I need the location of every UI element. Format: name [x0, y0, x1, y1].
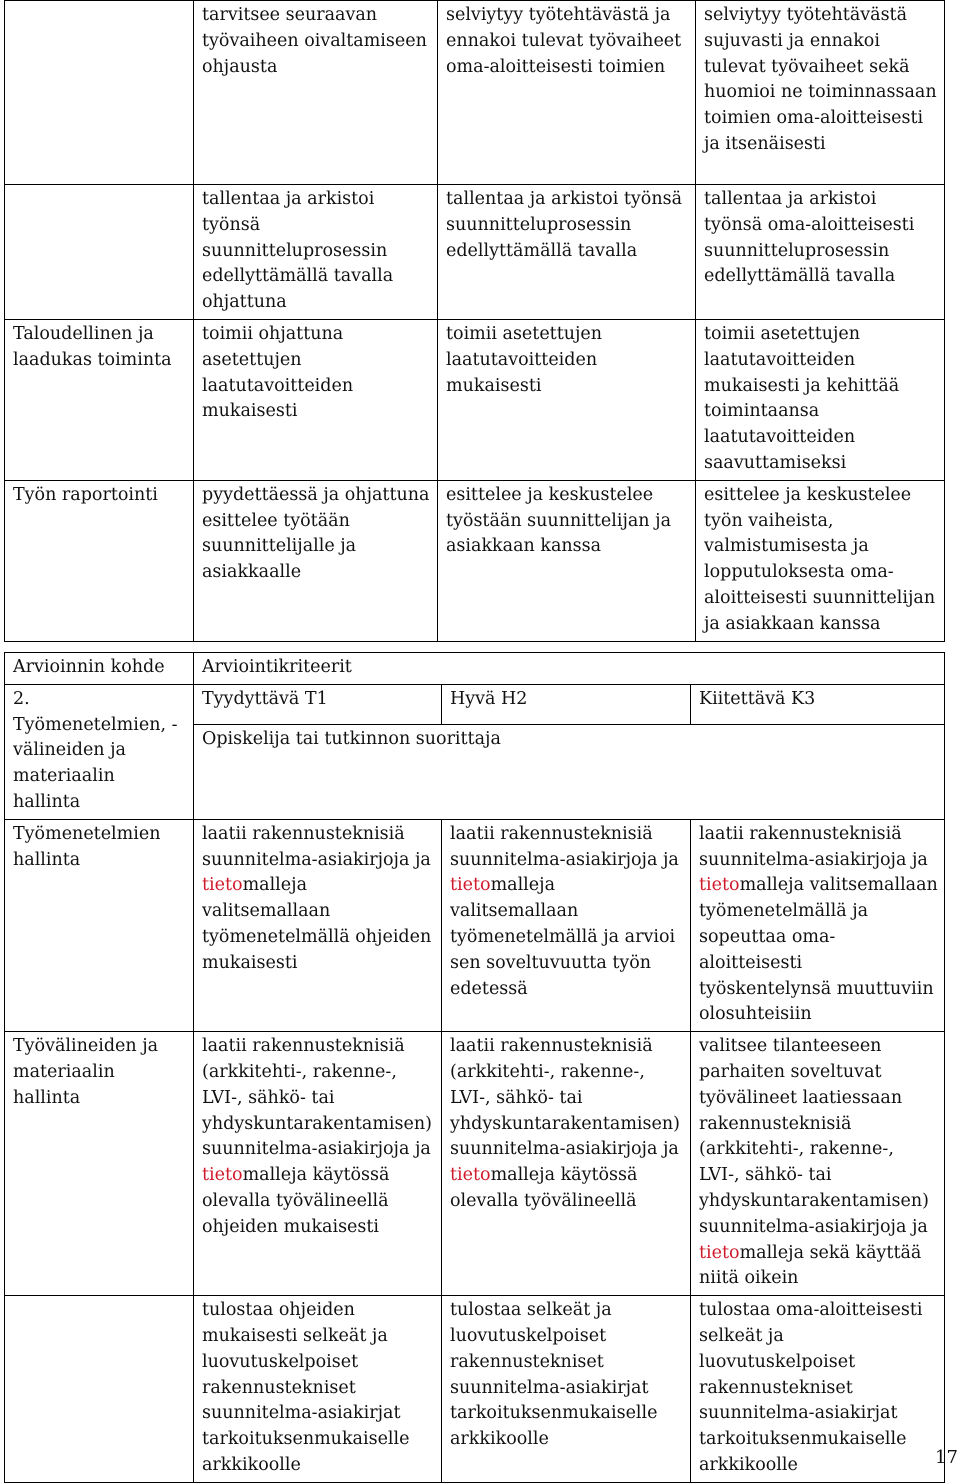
highlight-text: tieto	[699, 875, 740, 896]
section-heading	[5, 684, 194, 819]
criterion-k3: laatii rakennusteknisiä suunnitelma-asiakirjoja ja tietomalleja valitsemallaan työmenetelmällä ja sopeuttaa oma-aloitteisesti työskentelynsä muuttuviin olosuhteisiin	[691, 819, 945, 1031]
table-row	[5, 819, 945, 1031]
criterion-k3: tallentaa ja arkistoi työnsä oma-aloitteisesti suunnitteluprosessin edellyttämällä tavalla	[696, 185, 945, 320]
highlight-text: tieto	[202, 1165, 243, 1186]
arviointikriteerit-label: Arviointikriteerit	[194, 653, 945, 685]
criterion-k3: selviytyy työtehtävästä sujuvasti ja ennakoi tulevat työvaiheet sekä huomioi ne toiminnassaan toimien oma-aloitteisesti ja itsenäisesti	[696, 1, 945, 185]
criterion-t1: tallentaa ja arkistoi työnsä suunnitteluprosessin edellyttämällä tavalla ohjattuna	[194, 185, 438, 320]
criterion-t1: laatii rakennusteknisiä suunnitelma-asiakirjoja ja tietomalleja valitsemallaan työmenetelmällä ohjeiden mukaisesti	[194, 819, 442, 1031]
criteria-table-continued	[4, 0, 945, 642]
criterion-h2: tallentaa ja arkistoi työnsä suunnitteluprosessin edellyttämällä tavalla	[438, 185, 696, 320]
criterion-k3: toimii asetettujen laatutavoitteiden mukaisesti ja kehittää toimintaansa laatutavoitteiden saavuttamiseksi	[696, 319, 945, 480]
row-head	[5, 1, 194, 185]
row-head: Työvälineiden ja materiaalin hallinta	[5, 1032, 194, 1296]
criterion-k3: esittelee ja keskustelee työn vaiheista, valmistumisesta ja lopputuloksesta oma-aloitteisesti suunnittelijan ja asiakkaan kanssa	[696, 480, 945, 641]
table-row	[5, 1032, 945, 1296]
criterion-t1: toimii ohjattuna asetettujen laatutavoitteiden mukaisesti	[194, 319, 438, 480]
criterion-h2: selviytyy työtehtävästä ja ennakoi tulevat työvaiheet oma-aloitteisesti toimien	[438, 1, 696, 185]
table-row	[5, 480, 945, 641]
grade-row	[5, 684, 945, 724]
table-row	[5, 1296, 945, 1483]
criterion-h2: toimii asetettujen laatutavoitteiden mukaisesti	[438, 319, 696, 480]
section-title: Työmenetelmien, -välineiden ja materiaalin hallinta	[13, 714, 178, 812]
highlight-text: tieto	[202, 875, 243, 896]
row-head: Työmenetelmien hallinta	[5, 819, 194, 1031]
criterion-t1: tulostaa ohjeiden mukaisesti selkeät ja luovutuskelpoiset rakennustekniset suunnitelma-asiakirjat tarkoituksenmukaiselle arkkikoolle	[194, 1296, 442, 1483]
highlight-text: tieto	[450, 1165, 491, 1186]
highlight-text: tieto	[450, 875, 491, 896]
criterion-t1: tarvitsee seuraavan työvaiheen oivaltamiseen ohjausta	[194, 1, 438, 185]
arvioinnin-kohde-label: Arvioinnin kohde	[5, 653, 194, 685]
criterion-h2: laatii rakennusteknisiä suunnitelma-asiakirjoja ja tietomalleja valitsemallaan työmenetelmällä ja arvioi sen soveltuvuutta työn edetessä	[442, 819, 691, 1031]
criterion-h2: laatii rakennusteknisiä (arkkitehti-, rakenne-, LVI-, sähkö- tai yhdyskuntarakentamisen) suunnitelma-asiakirjoja ja tietomalleja käytössä olevalla työvälineellä	[442, 1032, 691, 1296]
header-row	[5, 653, 945, 685]
criterion-h2: esittelee ja keskustelee työstään suunnittelijan ja asiakkaan kanssa	[438, 480, 696, 641]
subject-label: Opiskelija tai tutkinnon suorittaja	[194, 724, 945, 819]
criterion-k3: valitsee tilanteeseen parhaiten soveltuvat työvälineet laatiessaan rakennusteknisiä (arkkitehti-, rakenne-, LVI-, sähkö- tai yhdyskuntarakentamisen) suunnitelma-asiakirjoja ja tietomalleja sekä käyttää niitä oikein	[691, 1032, 945, 1296]
grade-t1: Tyydyttävä T1	[194, 684, 442, 724]
page-number: 17	[935, 1447, 958, 1468]
criterion-h2: tulostaa selkeät ja luovutuskelpoiset rakennustekniset suunnitelma-asiakirjat tarkoituksenmukaiselle arkkikoolle	[442, 1296, 691, 1483]
criteria-table-section-2	[4, 652, 945, 1483]
row-head	[5, 1296, 194, 1483]
table-row	[5, 319, 945, 480]
row-head	[5, 185, 194, 320]
highlight-text: tieto	[699, 1242, 740, 1263]
row-head: Taloudellinen ja laadukas toiminta	[5, 319, 194, 480]
table-row	[5, 1, 945, 185]
grade-h2: Hyvä H2	[442, 684, 691, 724]
row-head: Työn raportointi	[5, 480, 194, 641]
table-row	[5, 185, 945, 320]
criterion-k3: tulostaa oma-aloitteisesti selkeät ja luovutuskelpoiset rakennustekniset suunnitelma-asiakirjat tarkoituksenmukaiselle arkkikoolle	[691, 1296, 945, 1483]
section-number: 2.	[13, 688, 30, 709]
grade-k3: Kiitettävä K3	[691, 684, 945, 724]
criterion-t1: laatii rakennusteknisiä (arkkitehti-, rakenne-, LVI-, sähkö- tai yhdyskuntarakentamisen) suunnitelma-asiakirjoja ja tietomalleja käytössä olevalla työvälineellä ohjeiden mukaisesti	[194, 1032, 442, 1296]
criterion-t1: pyydettäessä ja ohjattuna esittelee työtään suunnittelijalle ja asiakkaalle	[194, 480, 438, 641]
